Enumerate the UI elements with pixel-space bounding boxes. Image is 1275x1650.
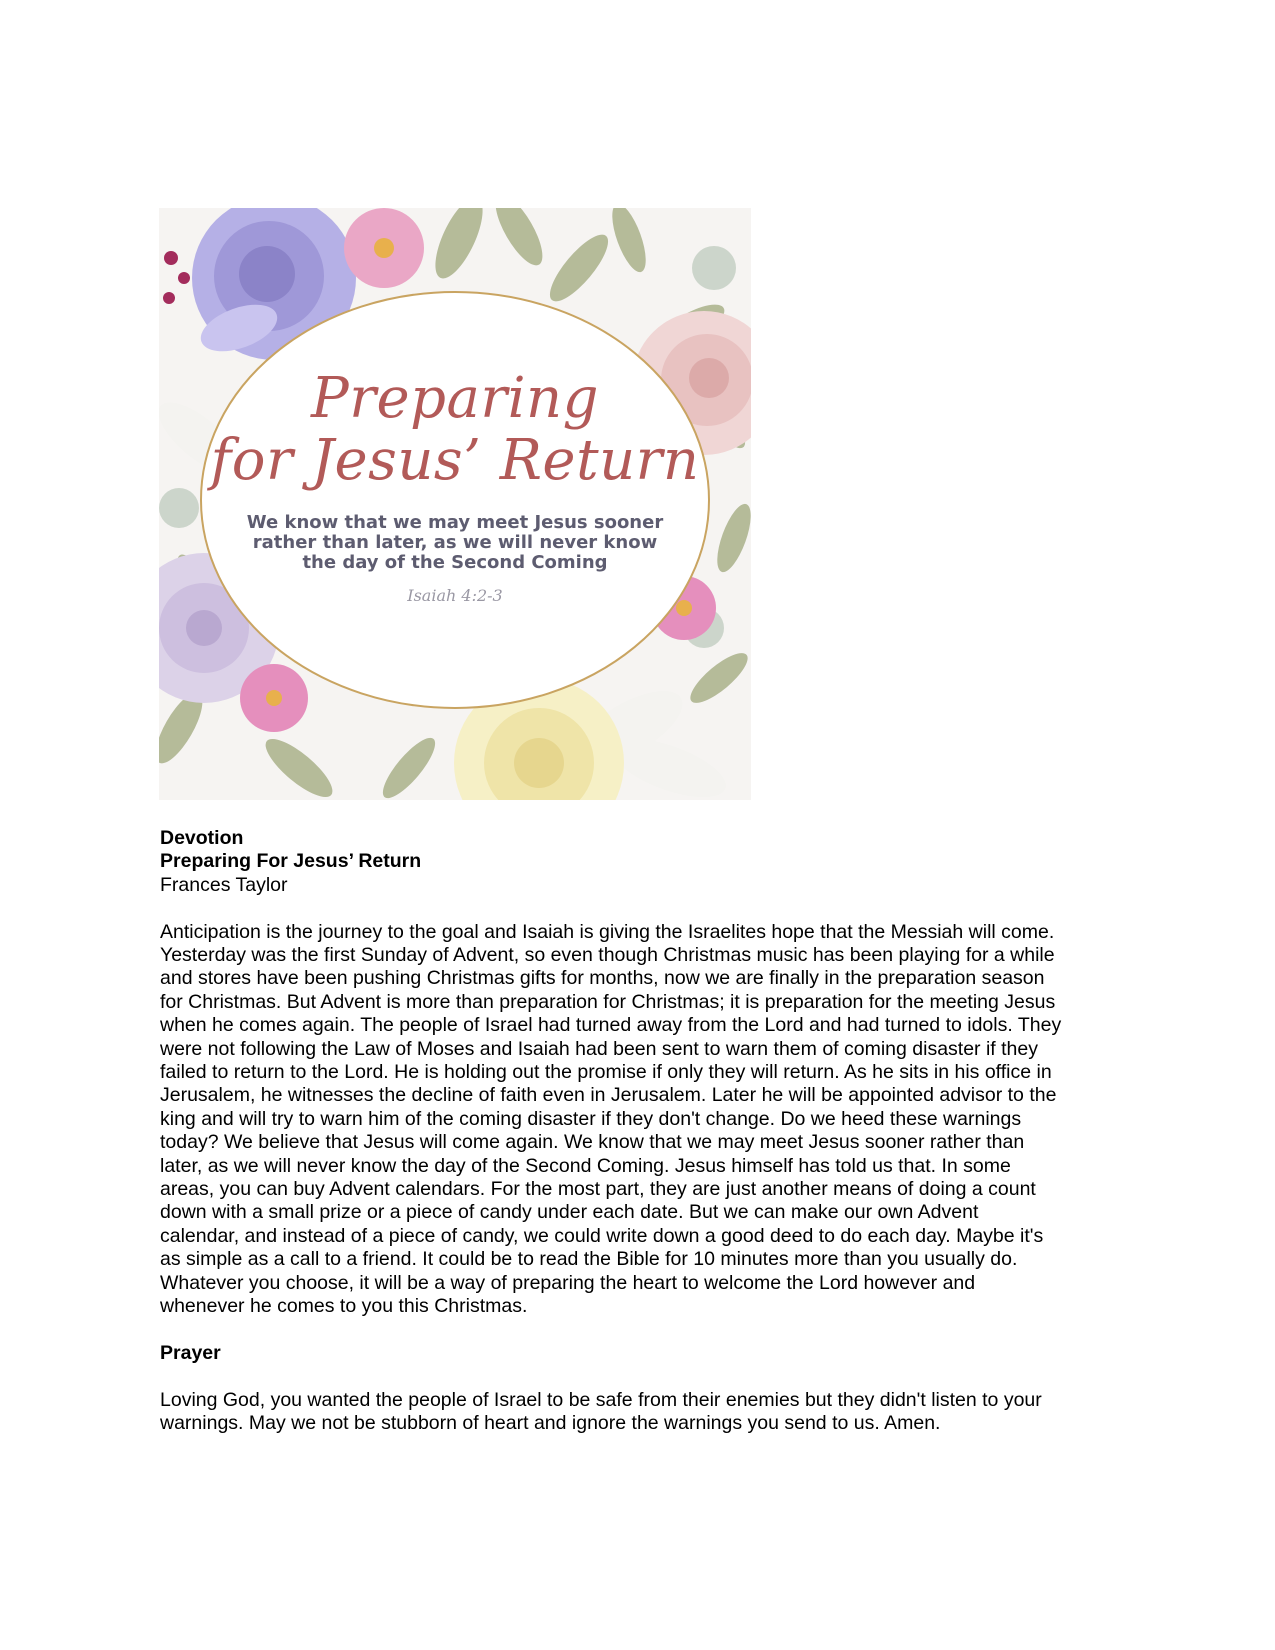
- body-line: whenever he comes to you this Christmas.: [160, 1295, 528, 1318]
- spacer: [160, 1319, 1120, 1342]
- body-line: down with a small prize or a piece of candy under each date. But we can make our own Advent: [160, 1201, 979, 1224]
- image-title-line-1: Preparing: [311, 366, 599, 431]
- prayer-line: Loving God, you wanted the people of Israel to be safe from their enemies but they didn't listen to your: [160, 1388, 1042, 1411]
- body-line: were not following the Law of Moses and Isaiah had been sent to warn them of coming disaster if they: [160, 1037, 1038, 1060]
- image-subtitle-line-1: We know that we may meet Jesus sooner: [246, 512, 664, 533]
- body-line: areas, you can buy Advent calendars. For the most part, they are just another means of doing a count: [160, 1178, 1036, 1201]
- spacer: [160, 897, 1120, 920]
- devotion-label: Devotion: [160, 827, 244, 849]
- body-line: Anticipation is the journey to the goal and Isaiah is giving the Israelites hope that the Messiah will come.: [160, 920, 1055, 943]
- devotion-body: [160, 921, 1120, 1319]
- devotion-title: Preparing For Jesus’ Return: [160, 850, 422, 873]
- body-line: calendar, and instead of a piece of candy, we could write down a good deed to do each day. Maybe it's: [160, 1224, 1044, 1247]
- devotion-author: Frances Taylor: [160, 873, 288, 896]
- header-image: [159, 208, 751, 800]
- body-line: later, as we will never know the day of the Second Coming. Jesus himself has told us that. In some: [160, 1154, 1011, 1177]
- body-line: failed to return to the Lord. He is holding out the promise if only they will return. As he sits in his office in: [160, 1061, 1052, 1084]
- body-line: Jerusalem, he witnesses the decline of faith even in Jerusalem. Later he will be appointed advisor to the: [160, 1084, 1057, 1107]
- image-subtitle-line-2: rather than later, as we will never know: [252, 532, 658, 553]
- body-line: Yesterday was the first Sunday of Advent, so even though Christmas music has been playing for a while: [160, 944, 1055, 967]
- image-scripture-reference: Isaiah 4:2-3: [407, 586, 503, 605]
- spacer: [160, 1365, 1120, 1388]
- body-line: as simple as a call to a friend. It could be to read the Bible for 10 minutes more than you usually do.: [160, 1248, 1018, 1271]
- devotion-text: [160, 827, 1120, 1436]
- prayer-line: warnings. May we not be stubborn of heart and ignore the warnings you send to us. Amen.: [160, 1412, 941, 1435]
- body-line: today? We believe that Jesus will come again. We know that we may meet Jesus sooner rather than: [160, 1131, 1025, 1154]
- body-line: Whatever you choose, it will be a way of preparing the heart to welcome the Lord however and: [160, 1271, 976, 1294]
- body-line: king and will try to warn him of the coming disaster if they don't change. Do we heed these warnings: [160, 1107, 1022, 1130]
- body-line: for Christmas. But Advent is more than preparation for Christmas; it is preparation for the meeting Jesus: [160, 990, 1056, 1013]
- body-line: and stores have been pushing Christmas gifts for months, now we are finally in the preparation season: [160, 967, 1045, 990]
- prayer-label: Prayer: [160, 1341, 221, 1364]
- header-image-text: [159, 208, 751, 800]
- image-title-line-2: for Jesus’ Return: [210, 428, 700, 493]
- prayer-body: [160, 1389, 1120, 1436]
- image-subtitle: [209, 513, 701, 573]
- body-line: when he comes again. The people of Israel had turned away from the Lord and had turned to idols. They: [160, 1014, 1062, 1037]
- image-subtitle-line-3: the day of the Second Coming: [302, 552, 608, 573]
